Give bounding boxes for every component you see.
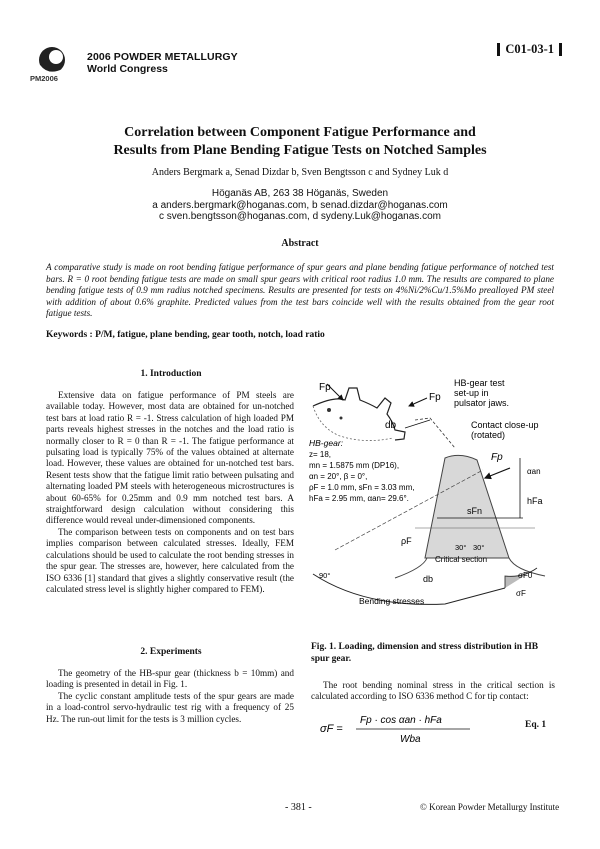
label-fp-right: Fp	[429, 392, 441, 403]
experiments-paragraph-2: The cyclic constant amplitude tests of the spur gears are made in a load-control servo-hydraulic test rig with a frequency of 25 Hz. The run-out limit for the tests is 3 million cycles.	[46, 690, 294, 724]
abstract-heading: Abstract	[281, 238, 319, 249]
intro-text	[46, 390, 294, 595]
section-heading-introduction: 1. Introduction	[140, 369, 202, 379]
gear-param-5: hFa = 2.95 mm, αan= 29.6°.	[309, 494, 409, 503]
experiments-paragraph-1: The geometry of the HB-spur gear (thickness b = 10mm) and loading is presented in detail in Fig. 1.	[46, 668, 294, 690]
right-paragraph: The root bending nominal stress in the critical section is calculated according to ISO 6336 method C for tip contact:	[311, 680, 555, 702]
conference-name: 2006 POWDER METALLURGY	[87, 51, 238, 63]
label-setup-2: set-up in	[454, 388, 489, 398]
affiliation: Höganäs AB, 263 38 Höganäs, Sweden	[211, 188, 389, 199]
label-setup-3: pulsator jaws.	[454, 398, 510, 408]
label-bending-stresses: Bending stresses	[359, 596, 425, 606]
equation-lhs: σF =	[320, 723, 343, 735]
label-critical-section: Critical section	[435, 555, 488, 564]
label-db-bottom: db	[423, 574, 434, 584]
footer-institute: © Korean Powder Metallurgy Institute	[420, 802, 560, 812]
intro-paragraph-2: The comparison between tests on components and on test bars implies comparison between calculated stresses. Ideally, FEM calculations should be used to calculate the root bending stresses in the spur gear. The stresses are, however, here calculated from the ISO 6336 [1] standard that gives a slightly conservative result (the calculated stress level is slightly higher compared to FEM).	[46, 526, 294, 594]
gear-outline-top	[313, 388, 405, 440]
equation-denominator: Wba	[400, 734, 421, 745]
gear-param-3: αn = 20°, β = 0°,	[309, 472, 368, 481]
page-number: - 381 -	[285, 802, 312, 813]
conference-subtitle: World Congress	[87, 63, 168, 75]
label-fp-contact: Fp	[491, 452, 503, 463]
right-column-text	[311, 680, 555, 703]
gear-param-2: mn = 1.5875 mm (DP16),	[309, 461, 400, 470]
figure-caption: Fig. 1. Loading, dimension and stress distribution in HB spur gear.	[311, 642, 539, 664]
logo-text: PM2006	[30, 74, 58, 83]
label-rho-f: ρF	[401, 536, 412, 546]
label-hfa: hFa	[527, 496, 543, 506]
label-30-right: 30°	[473, 543, 485, 552]
label-90: 90°	[319, 571, 331, 580]
label-contact-2: (rotated)	[471, 430, 506, 440]
emails-line1: a anders.bergmark@hoganas.com, b senad.dizdar@hoganas.com	[152, 200, 448, 211]
gear-heading: HB-gear:	[309, 438, 344, 448]
label-30-left: 30°	[455, 543, 467, 552]
experiments-text	[46, 668, 294, 725]
label-sigma-f0: σF0	[518, 571, 533, 580]
abstract-text: A comparative study is made on root bending fatigue performance of spur gears and plane bending fatigue performance of notched test bars. R = 0 root bending fatigue tests are made on small spur gears with critical root radius 1.0 mm. The results are compared to plane bending fatigue tests of 0.9 mm radius notched specimens. Results are presented for tests on 4%Ni/2%Cu/1.5%Mo prealloyed PM steel with addition of about 0.6% graphite. Predicted values from the test bars coincide well with the results obtained from the gear root fatigue tests.	[46, 262, 554, 319]
label-contact-1: Contact close-up	[471, 420, 539, 430]
section-heading-experiments: 2. Experiments	[140, 647, 202, 657]
emails-line2: c sven.bengtsson@hoganas.com, d sydeny.Luk@hoganas.com	[159, 211, 441, 222]
label-alpha-an: αan	[527, 467, 541, 476]
equation-numerator: Fp · cos αan · hFa	[360, 715, 442, 726]
gear-figure	[305, 378, 557, 633]
authors: Anders Bergmark a, Senad Dizdar b, Sven Bengtsson c and Sydney Luk d	[151, 167, 449, 178]
keywords: Keywords : P/M, fatigue, plane bending, gear tooth, notch, load ratio	[46, 330, 325, 340]
paper-title-line2: Results from Plane Bending Fatigue Tests on Notched Samples	[113, 143, 487, 158]
paper-title-line1: Correlation between Component Fatigue Performance and	[124, 125, 476, 140]
label-db-top: db	[385, 420, 397, 431]
label-fp-left: Fp	[319, 382, 331, 393]
label-sfn: sFn	[467, 506, 483, 516]
gear-param-1: z= 18,	[309, 450, 332, 459]
paper-code: C01-03-1	[497, 43, 562, 56]
intro-paragraph-1: Extensive data on fatigue performance of PM steels are available today. However, most data are obtained for un-notched test bars at load ratio R = -1. Stress calculation of high loaded PM parts reveals highest stresses in the notches and the load ratio is normally closer to R = 0 than R = -1. The fatigue performance at pulsating load is typically 75% of the values obtained at alternate load. However, these values are obtained for un-notched test bars. Resent tests show that the fatigue limit ratio between pulsating and alternating loaded PM steels with heterogeneous microstructures is about 60-65% for 0.25mm and 0.9 mm notched test bars. A straightforward design calculation without considering this difference would reveal under-dimensioned components.	[46, 390, 294, 526]
label-sigma-f: σF	[516, 589, 526, 598]
equation-label: Eq. 1	[525, 720, 547, 730]
gear-param-4: ρF = 1.0 mm, sFn = 3.03 mm,	[309, 483, 415, 492]
equation-1	[320, 710, 510, 746]
label-setup-1: HB-gear test	[454, 378, 505, 388]
